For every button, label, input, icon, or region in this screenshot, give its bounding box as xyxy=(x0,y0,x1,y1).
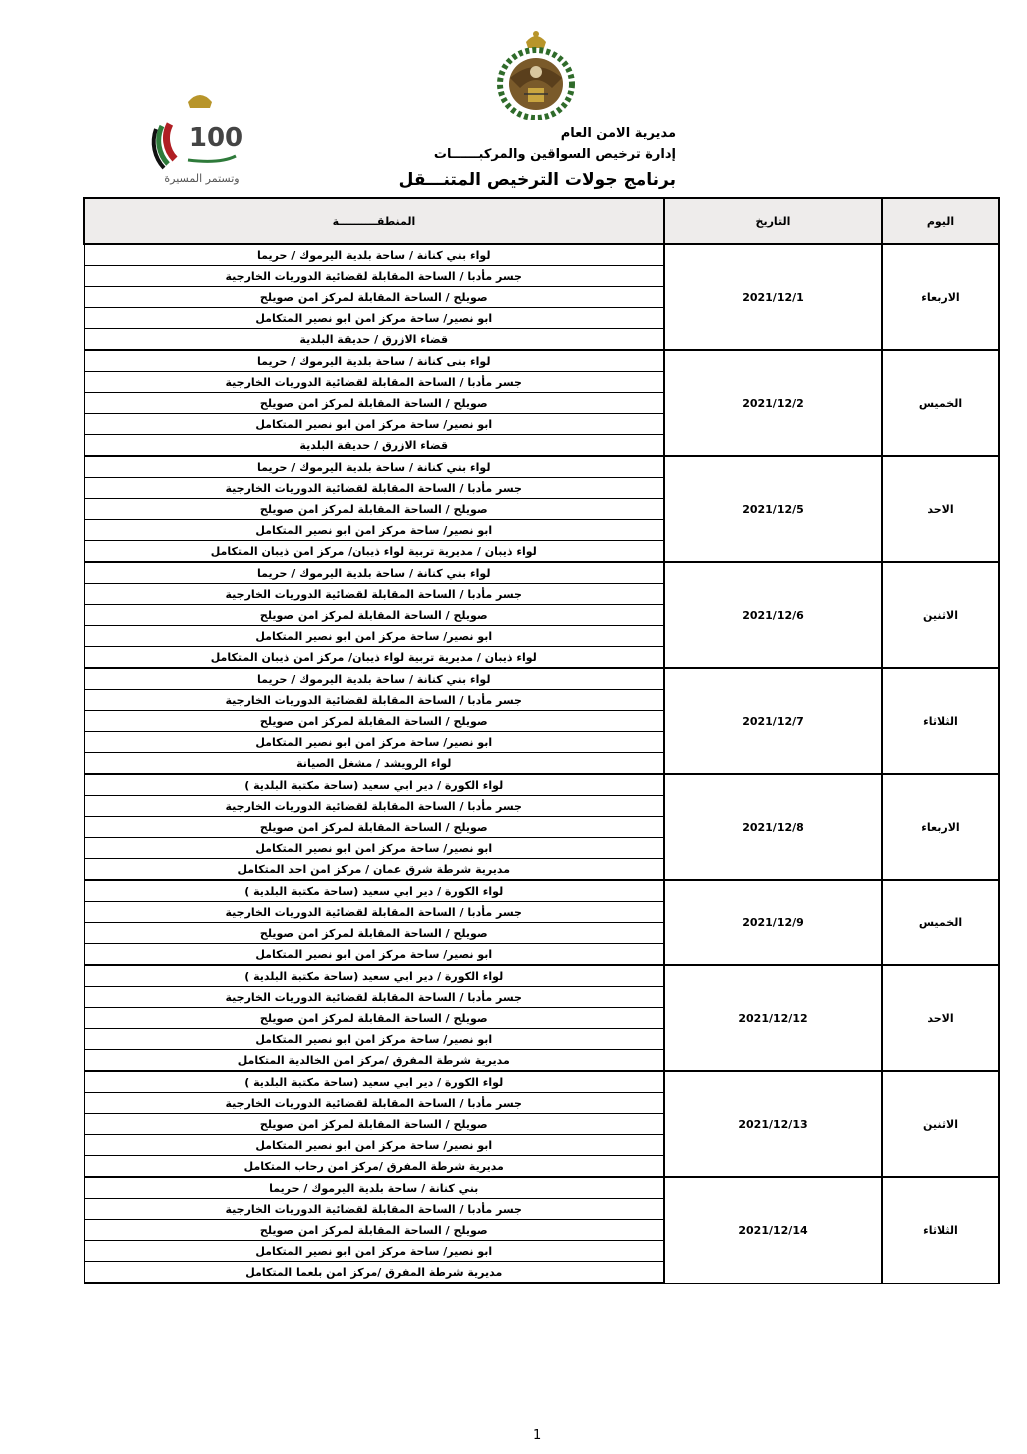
date-cell: 2021/12/2 xyxy=(664,350,882,456)
area-cell: صويلح / الساحة المقابلة لمركز امن صويلح xyxy=(84,605,664,626)
day-cell: الاثنين xyxy=(882,562,999,668)
header-date: التاريخ xyxy=(664,198,882,244)
area-cell: جسر مأدبا / الساحة المقابلة لقضائية الدوريات الخارجية xyxy=(84,1093,664,1114)
table-row xyxy=(84,1177,999,1199)
schedule-table-wrapper xyxy=(83,197,998,1284)
area-cell: جسر مأدبا / الساحة المقابلة لقضائية الدوريات الخارجية xyxy=(84,372,664,393)
area-cell: جسر مأدبا / الساحة المقابلة لقضائية الدوريات الخارجية xyxy=(84,796,664,817)
date-cell: 2021/12/12 xyxy=(664,965,882,1071)
date-cell: 2021/12/1 xyxy=(664,244,882,350)
area-cell: لواء بني كنانة / ساحة بلدية اليرموك / حريما xyxy=(84,668,664,690)
area-cell: قضاء الازرق / حديقة البلدية xyxy=(84,329,664,351)
date-cell: 2021/12/6 xyxy=(664,562,882,668)
area-cell: لواء ذيبان / مديرية تربية لواء ذيبان/ مركز امن ذيبان المتكامل xyxy=(84,647,664,669)
page-title: برنامج جولات الترخيص المتنـــقل xyxy=(398,170,676,190)
area-cell: صويلح / الساحة المقابلة لمركز امن صويلح xyxy=(84,393,664,414)
area-cell: مديرية شرطة المفرق /مركز امن الخالدية المتكامل xyxy=(84,1050,664,1072)
area-cell: ابو نصير/ ساحة مركز امن ابو نصير المتكامل xyxy=(84,944,664,966)
area-cell: بني كنانة / ساحة بلدية اليرموك / حريما xyxy=(84,1177,664,1199)
area-cell: لواء ذيبان / مديرية تربية لواء ذيبان/ مركز امن ذيبان المتكامل xyxy=(84,541,664,563)
table-header-row xyxy=(84,198,999,244)
day-cell: الثلاثاء xyxy=(882,1177,999,1283)
date-cell: 2021/12/5 xyxy=(664,456,882,562)
day-cell: الثلاثاء xyxy=(882,668,999,774)
public-security-emblem xyxy=(496,28,576,120)
area-cell: لواء بني كنانة / ساحة بلدية اليرموك / حريما xyxy=(84,456,664,478)
header-day: اليوم xyxy=(882,198,999,244)
area-cell: لواء الكورة / دير ابي سعيد (ساحة مكتبة البلدية ) xyxy=(84,965,664,987)
area-cell: لواء بنى كنانة / ساحة بلدية اليرموك / حريما xyxy=(84,350,664,372)
area-cell: جسر مأدبا / الساحة المقابلة لقضائية الدوريات الخارجية xyxy=(84,902,664,923)
page-number: 1 xyxy=(533,1428,542,1443)
date-cell: 2021/12/14 xyxy=(664,1177,882,1283)
day-cell: الخميس xyxy=(882,350,999,456)
header-area: المنطقــــــــــة xyxy=(84,198,664,244)
area-cell: ابو نصير/ ساحة مركز امن ابو نصير المتكامل xyxy=(84,1241,664,1262)
schedule-body xyxy=(84,244,999,1283)
area-cell: صويلح / الساحة المقابلة لمركز امن صويلح xyxy=(84,711,664,732)
logo-slogan: وتستمر المسيرة xyxy=(164,172,240,185)
date-cell: 2021/12/7 xyxy=(664,668,882,774)
area-cell: صويلح / الساحة المقابلة لمركز امن صويلح xyxy=(84,1008,664,1029)
area-cell: ابو نصير/ ساحة مركز امن ابو نصير المتكامل xyxy=(84,1135,664,1156)
area-cell: صويلح / الساحة المقابلة لمركز امن صويلح xyxy=(84,923,664,944)
area-cell: ابو نصير/ ساحة مركز امن ابو نصير المتكامل xyxy=(84,838,664,859)
area-cell: صويلح / الساحة المقابلة لمركز امن صويلح xyxy=(84,1220,664,1241)
area-cell: جسر مأدبا / الساحة المقابلة لقضائية الدوريات الخارجية xyxy=(84,266,664,287)
date-cell: 2021/12/9 xyxy=(664,880,882,965)
area-cell: صويلح / الساحة المقابلة لمركز امن صويلح xyxy=(84,287,664,308)
area-cell: ابو نصير/ ساحة مركز امن ابو نصير المتكامل xyxy=(84,520,664,541)
area-cell: لواء بني كنانة / ساحة بلدية اليرموك / حريما xyxy=(84,244,664,266)
schedule-table xyxy=(83,197,1000,1284)
header-department: إدارة ترخيص السواقين والمركبــــــات xyxy=(433,147,676,162)
table-row xyxy=(84,350,999,372)
area-cell: لواء الكورة / دير ابي سعيد (ساحة مكتبة البلدية ) xyxy=(84,774,664,796)
area-cell: جسر مأدبا / الساحة المقابلة لقضائية الدوريات الخارجية xyxy=(84,584,664,605)
table-row xyxy=(84,456,999,478)
area-cell: لواء الكورة / دير ابي سعيد (ساحة مكتبة البلدية ) xyxy=(84,1071,664,1093)
logo-number: 100 xyxy=(188,123,244,153)
area-cell: جسر مأدبا / الساحة المقابلة لقضائية الدوريات الخارجية xyxy=(84,987,664,1008)
area-cell: مديرية شرطة المفرق /مركز امن بلعما المتكامل xyxy=(84,1262,664,1284)
date-cell: 2021/12/13 xyxy=(664,1071,882,1177)
area-cell: صويلح / الساحة المقابلة لمركز امن صويلح xyxy=(84,499,664,520)
centennial-logo-graphic xyxy=(140,84,260,194)
area-cell: ابو نصير/ ساحة مركز امن ابو نصير المتكامل xyxy=(84,308,664,329)
day-cell: الاحد xyxy=(882,456,999,562)
area-cell: ابو نصير/ ساحة مركز امن ابو نصير المتكامل xyxy=(84,626,664,647)
table-row xyxy=(84,774,999,796)
area-cell: لواء الرويشد / مشغل الصيانة xyxy=(84,753,664,775)
area-cell: ابو نصير/ ساحة مركز امن ابو نصير المتكامل xyxy=(84,414,664,435)
table-row xyxy=(84,880,999,902)
table-row xyxy=(84,244,999,266)
area-cell: جسر مأدبا / الساحة المقابلة لقضائية الدوريات الخارجية xyxy=(84,478,664,499)
area-cell: قضاء الازرق / حديقة البلدية xyxy=(84,435,664,457)
date-cell: 2021/12/8 xyxy=(664,774,882,880)
area-cell: لواء الكورة / دير ابي سعيد (ساحة مكتبة البلدية ) xyxy=(84,880,664,902)
area-cell: جسر مأدبا / الساحة المقابلة لقضائية الدوريات الخارجية xyxy=(84,690,664,711)
table-row xyxy=(84,562,999,584)
area-cell: لواء بني كنانة / ساحة بلدية اليرموك / حريما xyxy=(84,562,664,584)
centennial-logo xyxy=(140,84,260,194)
area-cell: مديرية شرطة المفرق /مركز امن رحاب المتكامل xyxy=(84,1156,664,1178)
table-row xyxy=(84,668,999,690)
day-cell: الخميس xyxy=(882,880,999,965)
area-cell: مديرية شرطة شرق عمان / مركز امن احد المتكامل xyxy=(84,859,664,881)
area-cell: صويلح / الساحة المقابلة لمركز امن صويلح xyxy=(84,1114,664,1135)
area-cell: ابو نصير/ ساحة مركز امن ابو نصير المتكامل xyxy=(84,732,664,753)
area-cell: صويلح / الساحة المقابلة لمركز امن صويلح xyxy=(84,817,664,838)
day-cell: الاحد xyxy=(882,965,999,1071)
table-row xyxy=(84,1071,999,1093)
header-directorate: مديرية الامن العام xyxy=(560,126,676,141)
table-row xyxy=(84,965,999,987)
day-cell: الاربعاء xyxy=(882,774,999,880)
area-cell: جسر مأدبا / الساحة المقابلة لقضائية الدوريات الخارجية xyxy=(84,1199,664,1220)
day-cell: الاربعاء xyxy=(882,244,999,350)
day-cell: الاثنين xyxy=(882,1071,999,1177)
area-cell: ابو نصير/ ساحة مركز امن ابو نصير المتكامل xyxy=(84,1029,664,1050)
